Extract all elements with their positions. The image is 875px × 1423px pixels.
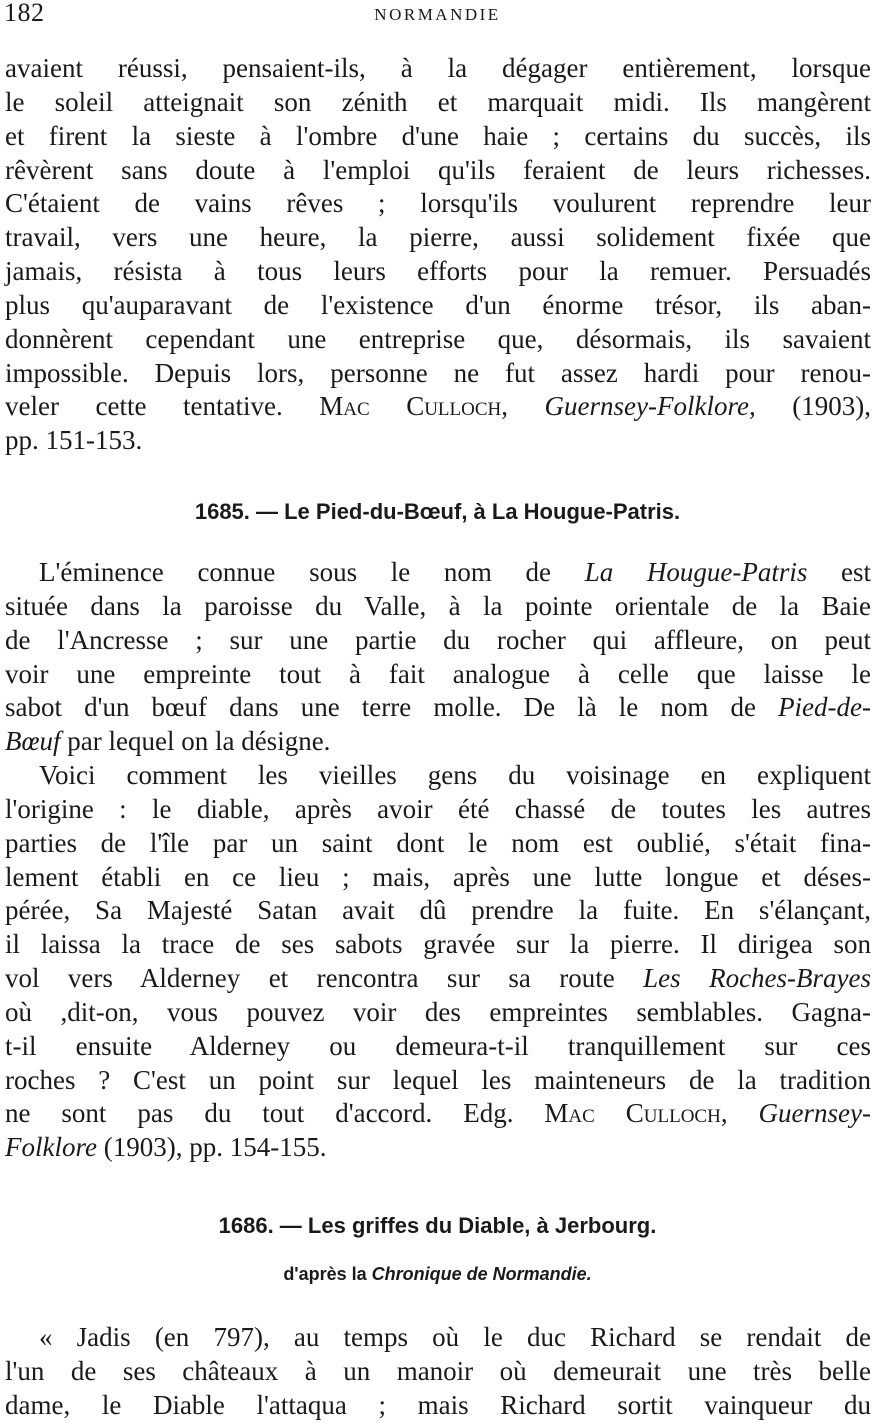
page-number: 182: [4, 0, 45, 27]
place-name: Pied-de-: [778, 692, 872, 723]
text-line: Voici comment les vieilles gens du voisinage en expliquent: [39, 760, 871, 790]
section-heading-1685: 1685. — Le Pied-du-Bœuf, à La Hougue-Patris.: [194, 499, 681, 524]
text-line: [5, 556, 871, 590]
author-name: Mac Culloch,: [544, 1098, 728, 1129]
book-title: Folklore: [5, 1132, 97, 1163]
running-head: [0, 0, 875, 30]
text-fragment: (1903),: [792, 391, 872, 422]
text-fragment: est: [841, 557, 871, 587]
paragraph-1685-second: [5, 759, 871, 1165]
text-line: donnèrent cependant une entreprise que, désormais, ils savaient: [5, 323, 871, 354]
text-line: avaient réussi, pensaient-ils, à la dégager entièrement, lorsque: [5, 53, 871, 83]
text-line: C'étaient de vains rêves ; lorsqu'ils voulurent reprendre leur: [5, 188, 871, 219]
place-name: Bœuf: [5, 726, 61, 757]
text-line: [5, 962, 871, 996]
text-fragment: L'éminence connue sous le nom de: [39, 557, 552, 587]
text-fragment: vol vers Alderney et rencontra sur sa route: [5, 963, 615, 994]
text-fragment: d'après la: [283, 1264, 367, 1284]
text-line: où ,dit-on, vous pouvez voir des empreintes semblables. Gagna-: [5, 996, 871, 1027]
continuation-paragraph: [5, 52, 871, 458]
text-line: située dans la paroisse du Valle, à la pointe orientale de la Baie: [5, 590, 871, 621]
text-line: impossible. Depuis lors, personne ne fut assez hardi pour renou-: [5, 357, 871, 388]
text-line: [5, 1131, 871, 1165]
section-heading-1686: 1686. — Les griffes du Diable, à Jerbourg.: [218, 1213, 657, 1238]
author-name: Mac Culloch,: [319, 391, 508, 422]
text-line: l'un de ses châteaux à un manoir où demeurait une très belle: [5, 1355, 871, 1386]
book-title: Guernsey-Folklore,: [544, 391, 756, 422]
text-line: [5, 691, 871, 725]
text-line: « Jadis (en 797), au temps où le duc Richard se rendait de: [39, 1322, 871, 1352]
text-line: travail, vers une heure, la pierre, aussi solidement fixée que: [5, 222, 871, 253]
paragraph-1686: [5, 1321, 871, 1423]
text-line: l'origine : le diable, après avoir été chassé de toutes les autres: [5, 793, 871, 824]
text-line: [5, 725, 871, 759]
text-fragment: par lequel on la désigne.: [67, 726, 331, 757]
text-line: lement établi en ce lieu ; mais, après une lutte longue et déses-: [5, 861, 871, 892]
paragraph-1685-first: [5, 556, 871, 759]
text-line: de l'Ancresse ; sur une partie du rocher qui affleure, on peut: [5, 624, 871, 655]
text-line: [5, 1097, 871, 1131]
book-title: Guernsey-: [758, 1098, 871, 1129]
text-line: pérée, Sa Majesté Satan avait dû prendre la fuite. En s'élançant,: [5, 895, 871, 926]
text-line: il laissa la trace de ses sabots gravée sur la pierre. Il dirigea son: [5, 929, 871, 960]
section-subheading-1686: [0, 1264, 875, 1285]
text-line: parties de l'île par un saint dont le nom est oublié, s'était fina-: [5, 827, 871, 858]
text-fragment: veler cette tentative.: [5, 391, 283, 422]
text-line: voir une empreinte tout à fait analogue à celle que laisse le: [5, 658, 871, 689]
text-line: dame, le Diable l'attaqua ; mais Richard sortit vainqueur du: [5, 1389, 871, 1420]
text-line: le soleil atteignait son zénith et marquait midi. Ils mangèrent: [5, 86, 871, 117]
place-name: Les Roches-Brayes: [643, 963, 872, 994]
text-line: roches ? C'est un point sur lequel les mainteneurs de la tradition: [5, 1064, 871, 1095]
text-fragment: sabot d'un bœuf dans une terre molle. De là le nom de: [5, 692, 756, 723]
text-fragment: ne sont pas du tout d'accord. Edg.: [5, 1098, 514, 1129]
text-line: jamais, résista à tous leurs efforts pour la remuer. Persuadés: [5, 256, 871, 287]
text-line: [5, 390, 871, 424]
running-title: NORMANDIE: [374, 5, 501, 24]
source-title: Chronique de Normandie.: [371, 1264, 592, 1284]
text-line: t-il ensuite Alderney ou demeura-t-il tranquillement sur ces: [5, 1030, 871, 1061]
text-fragment: (1903), pp. 154-155.: [103, 1132, 327, 1163]
text-line: et firent la sieste à l'ombre d'une haie ; certains du succès, ils: [5, 120, 871, 151]
text-line: rêvèrent sans doute à l'emploi qu'ils feraient de leurs richesses.: [5, 154, 871, 185]
text-line: plus qu'auparavant de l'existence d'un énorme trésor, ils aban-: [5, 289, 871, 320]
place-name: La Hougue-Patris: [584, 557, 808, 587]
text-line: pp. 151-153.: [5, 425, 143, 456]
